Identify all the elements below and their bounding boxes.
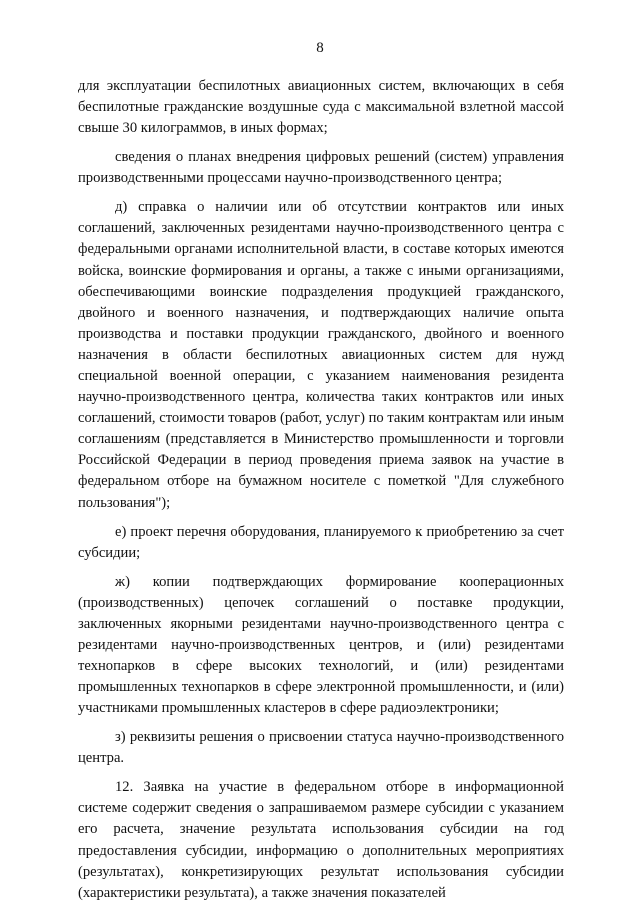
paragraph-item-zh: ж) копии подтверждающих формирование кооперационных (производственных) цепочек соглашений о поставке продукции, заключенных якорными резидентами научно-производственного центра с резидентами научно-производственных центров, и (или) резидентами технопарков в сфере высоких технологий, и (или) резидентами промышленных технопарков в сфере электронной промышленности, и (или) участниками промышленных кластеров в сфере радиоэлектроники; bbox=[78, 573, 564, 717]
document-body bbox=[78, 76, 564, 912]
page-number: 8 bbox=[316, 40, 324, 56]
paragraph-section-12: 12. Заявка на участие в федеральном отборе в информационной системе содержит сведения о запрашиваемом размере субсидии с указанием его расчета, значение результата использования субсидии на год предоставления субсидии, информацию о дополнительных мероприятиях (результатах), конкретизирующих результат использования субсидии (характеристики результата), а также значения показателей bbox=[78, 779, 564, 901]
paragraph-digital-solutions: сведения о планах внедрения цифровых решений (систем) управления производственными процессами научно-производственного центра; bbox=[78, 149, 564, 187]
paragraph-item-d: д) справка о наличии или об отсутствии контрактов или иных соглашений, заключенных резидентами научно-производственного центра с федеральными органами исполнительной власти, в составе которых имеются войска, воинские формирования и органы, а также с иными организациями, обеспечивающими воинские подразделения продукцией гражданского, двойного и военного назначения, и подтверждающих наличие опыта производства и поставки продукции гражданского, двойного и военного назначения в области беспилотных авиационных систем для нужд специальной военной операции, с указанием наименования резидента научно-производственного центра, количества таких контрактов или иных соглашений, стоимости товаров (работ, услуг) по таким контрактам или иным соглашениям (представляется в Министерство промышленности и торговли Российской Федерации в период проведения приема заявок на участие в федеральном отборе на бумажном носителе с пометкой "Для служебного пользования"); bbox=[78, 199, 564, 511]
paragraph-item-e: е) проект перечня оборудования, планируемого к приобретению за счет субсидии; bbox=[78, 523, 564, 561]
paragraph-continuation: для эксплуатации беспилотных авиационных систем, включающих в себя беспилотные гражданские воздушные суда с максимальной взлетной массой свыше 30 килограммов, в иных формах; bbox=[78, 78, 564, 137]
paragraph-item-z: з) реквизиты решения о присвоении статуса научно-производственного центра. bbox=[78, 729, 564, 767]
